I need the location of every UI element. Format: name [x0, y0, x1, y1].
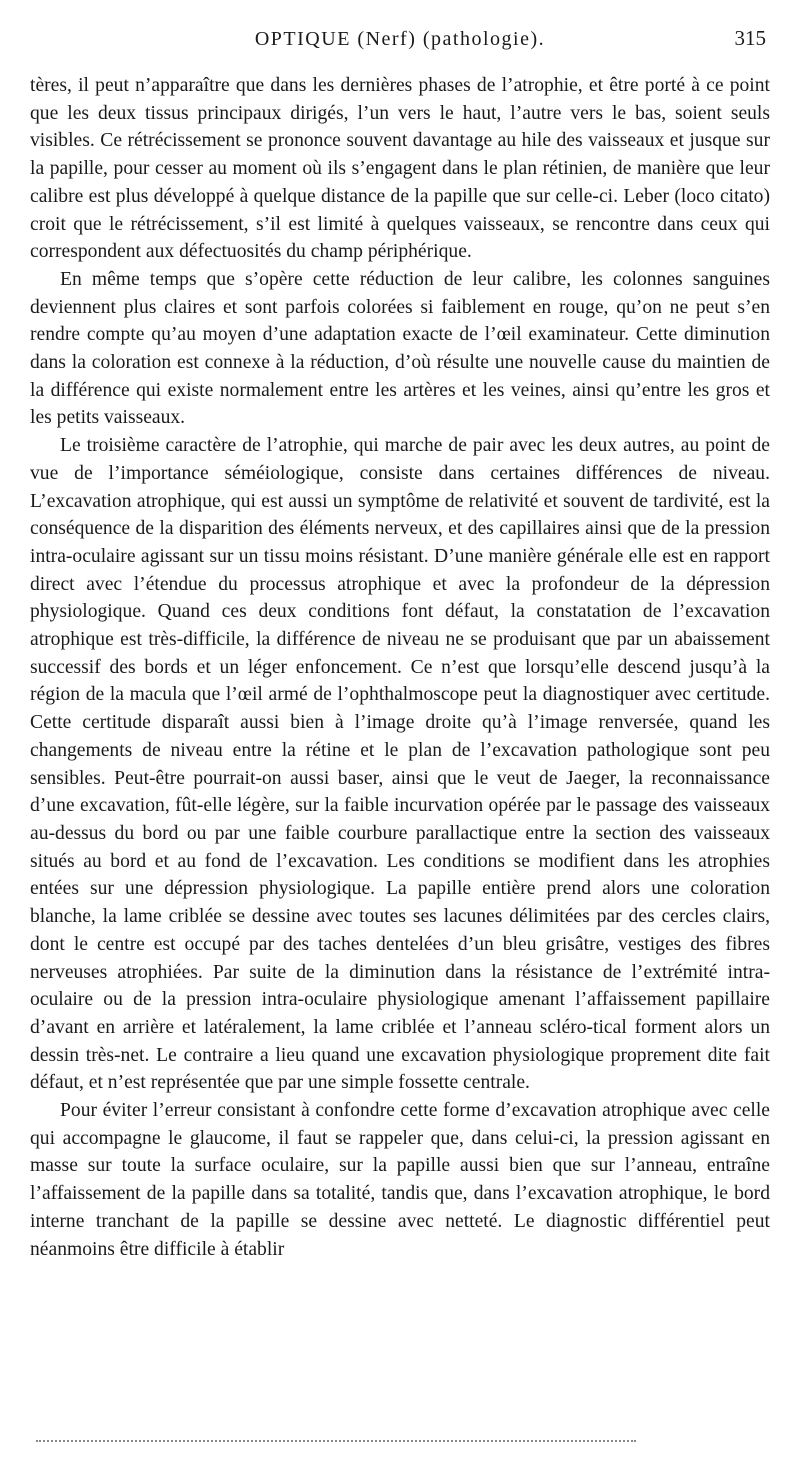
- footer-dotted-rule: [36, 1440, 636, 1442]
- page-body: [30, 72, 770, 1263]
- paragraph: Le troisième caractère de l’atrophie, qui marche de pair avec les deux autres, au point de vue de l’importance séméiologique, consiste dans certaines différences de niveau. L’excavation atrophique, qui est aussi un symptôme de relativité et souvent de tardivité, est la conséquence de la disparition des éléments nerveux, et des capillaires ainsi que de la pression intra-oculaire agissant sur un tissu moins résistant. D’une manière générale elle est en rapport direct avec l’étendue du processus atrophique et avec la profondeur de la dépression physiologique. Quand ces deux conditions font défaut, la constatation de l’excavation atrophique est très-difficile, la différence de niveau ne se produisant que par un abaissement successif des bords et un léger enfoncement. Ce n’est que lorsqu’elle descend jusqu’à la région de la macula que l’œil armé de l’ophthalmoscope peut la diagnostiquer avec certitude. Cette certitude disparaît aussi bien à l’image droite qu’à l’image renversée, quand les changements de niveau entre la rétine et le plan de l’excavation pathologique sont peu sensibles. Peut-être pourrait-on aussi baser, ainsi que le veut de Jaeger, la reconnaissance d’une excavation, fût-elle légère, sur la faible incurvation opérée par le passage des vaisseaux au-dessus du bord ou par une faible courbure parallactique entre la section des vaisseaux situés au bord et au fond de l’excavation. Les conditions se modifient dans les atrophies entées sur une dépression physiologique. La papille entière prend alors une coloration blanche, la lame criblée se dessine avec toutes ses lacunes délimitées par des cercles clairs, dont le centre est occupé par des taches dentelées d’un bleu grisâtre, vestiges des fibres nerveuses atrophiées. Par suite de la diminution dans la résistance de l’extrémité intra-oculaire ou de la pression intra-oculaire physiologique amenant l’affaissement papillaire d’avant en arrière et latéralement, la lame criblée et l’anneau scléro-tical forment alors un dessin très-net. Le contraire a lieu quand une excavation physiologique proprement dite fait défaut, et n’est représentée que par une simple fossette centrale.: [30, 435, 770, 1094]
- running-head: OPTIQUE (Nerf) (pathologie).: [254, 28, 546, 50]
- page-header: [30, 26, 770, 68]
- page-number: 315: [734, 26, 766, 50]
- paragraph: Pour éviter l’erreur consistant à confondre cette forme d’excavation atrophique avec celle qui accompagne le glaucome, il faut se rappeler que, dans celui-ci, la pression agissant en masse sur toute la surface oculaire, sur la papille aussi bien que sur l’anneau, entraîne l’affaissement de la papille dans sa totalité, tandis que, dans l’excavation atrophique, le bord interne tranchant de la papille se dessine avec netteté. Le diagnostic différentiel peut néanmoins être difficile à établir: [30, 1100, 770, 1260]
- paragraph: tères, il peut n’apparaître que dans les dernières phases de l’atrophie, et être porté à ce point que les deux tissus principaux dirigés, l’un vers le haut, l’autre vers le bas, soient seuls visibles. Ce rétrécissement se prononce souvent davantage au hile des vaisseaux et jusque sur la papille, pour cesser au moment où ils s’engagent dans le plan rétinien, de manière que leur calibre est plus développé à quelque distance de la papille que sur celle-ci. Leber (loco citato) croit que le rétrécissement, s’il est limité à quelques vaisseaux, se rencontre dans ceux qui correspondent aux défectuosités du champ périphérique.: [30, 75, 770, 263]
- paragraph: En même temps que s’opère cette réduction de leur calibre, les colonnes sanguines deviennent plus claires et sont parfois colorées si faiblement en rouge, qu’on ne peut s’en rendre compte qu’au moyen d’une adaptation exacte de l’œil examinateur. Cette diminution dans la coloration est connexe à la réduction, d’où résulte une nouvelle cause du maintien de la différence qui existe normalement entre les artères et les veines, ainsi qu’entre les gros et les petits vaisseaux.: [30, 268, 770, 429]
- book-page: [30, 26, 770, 1263]
